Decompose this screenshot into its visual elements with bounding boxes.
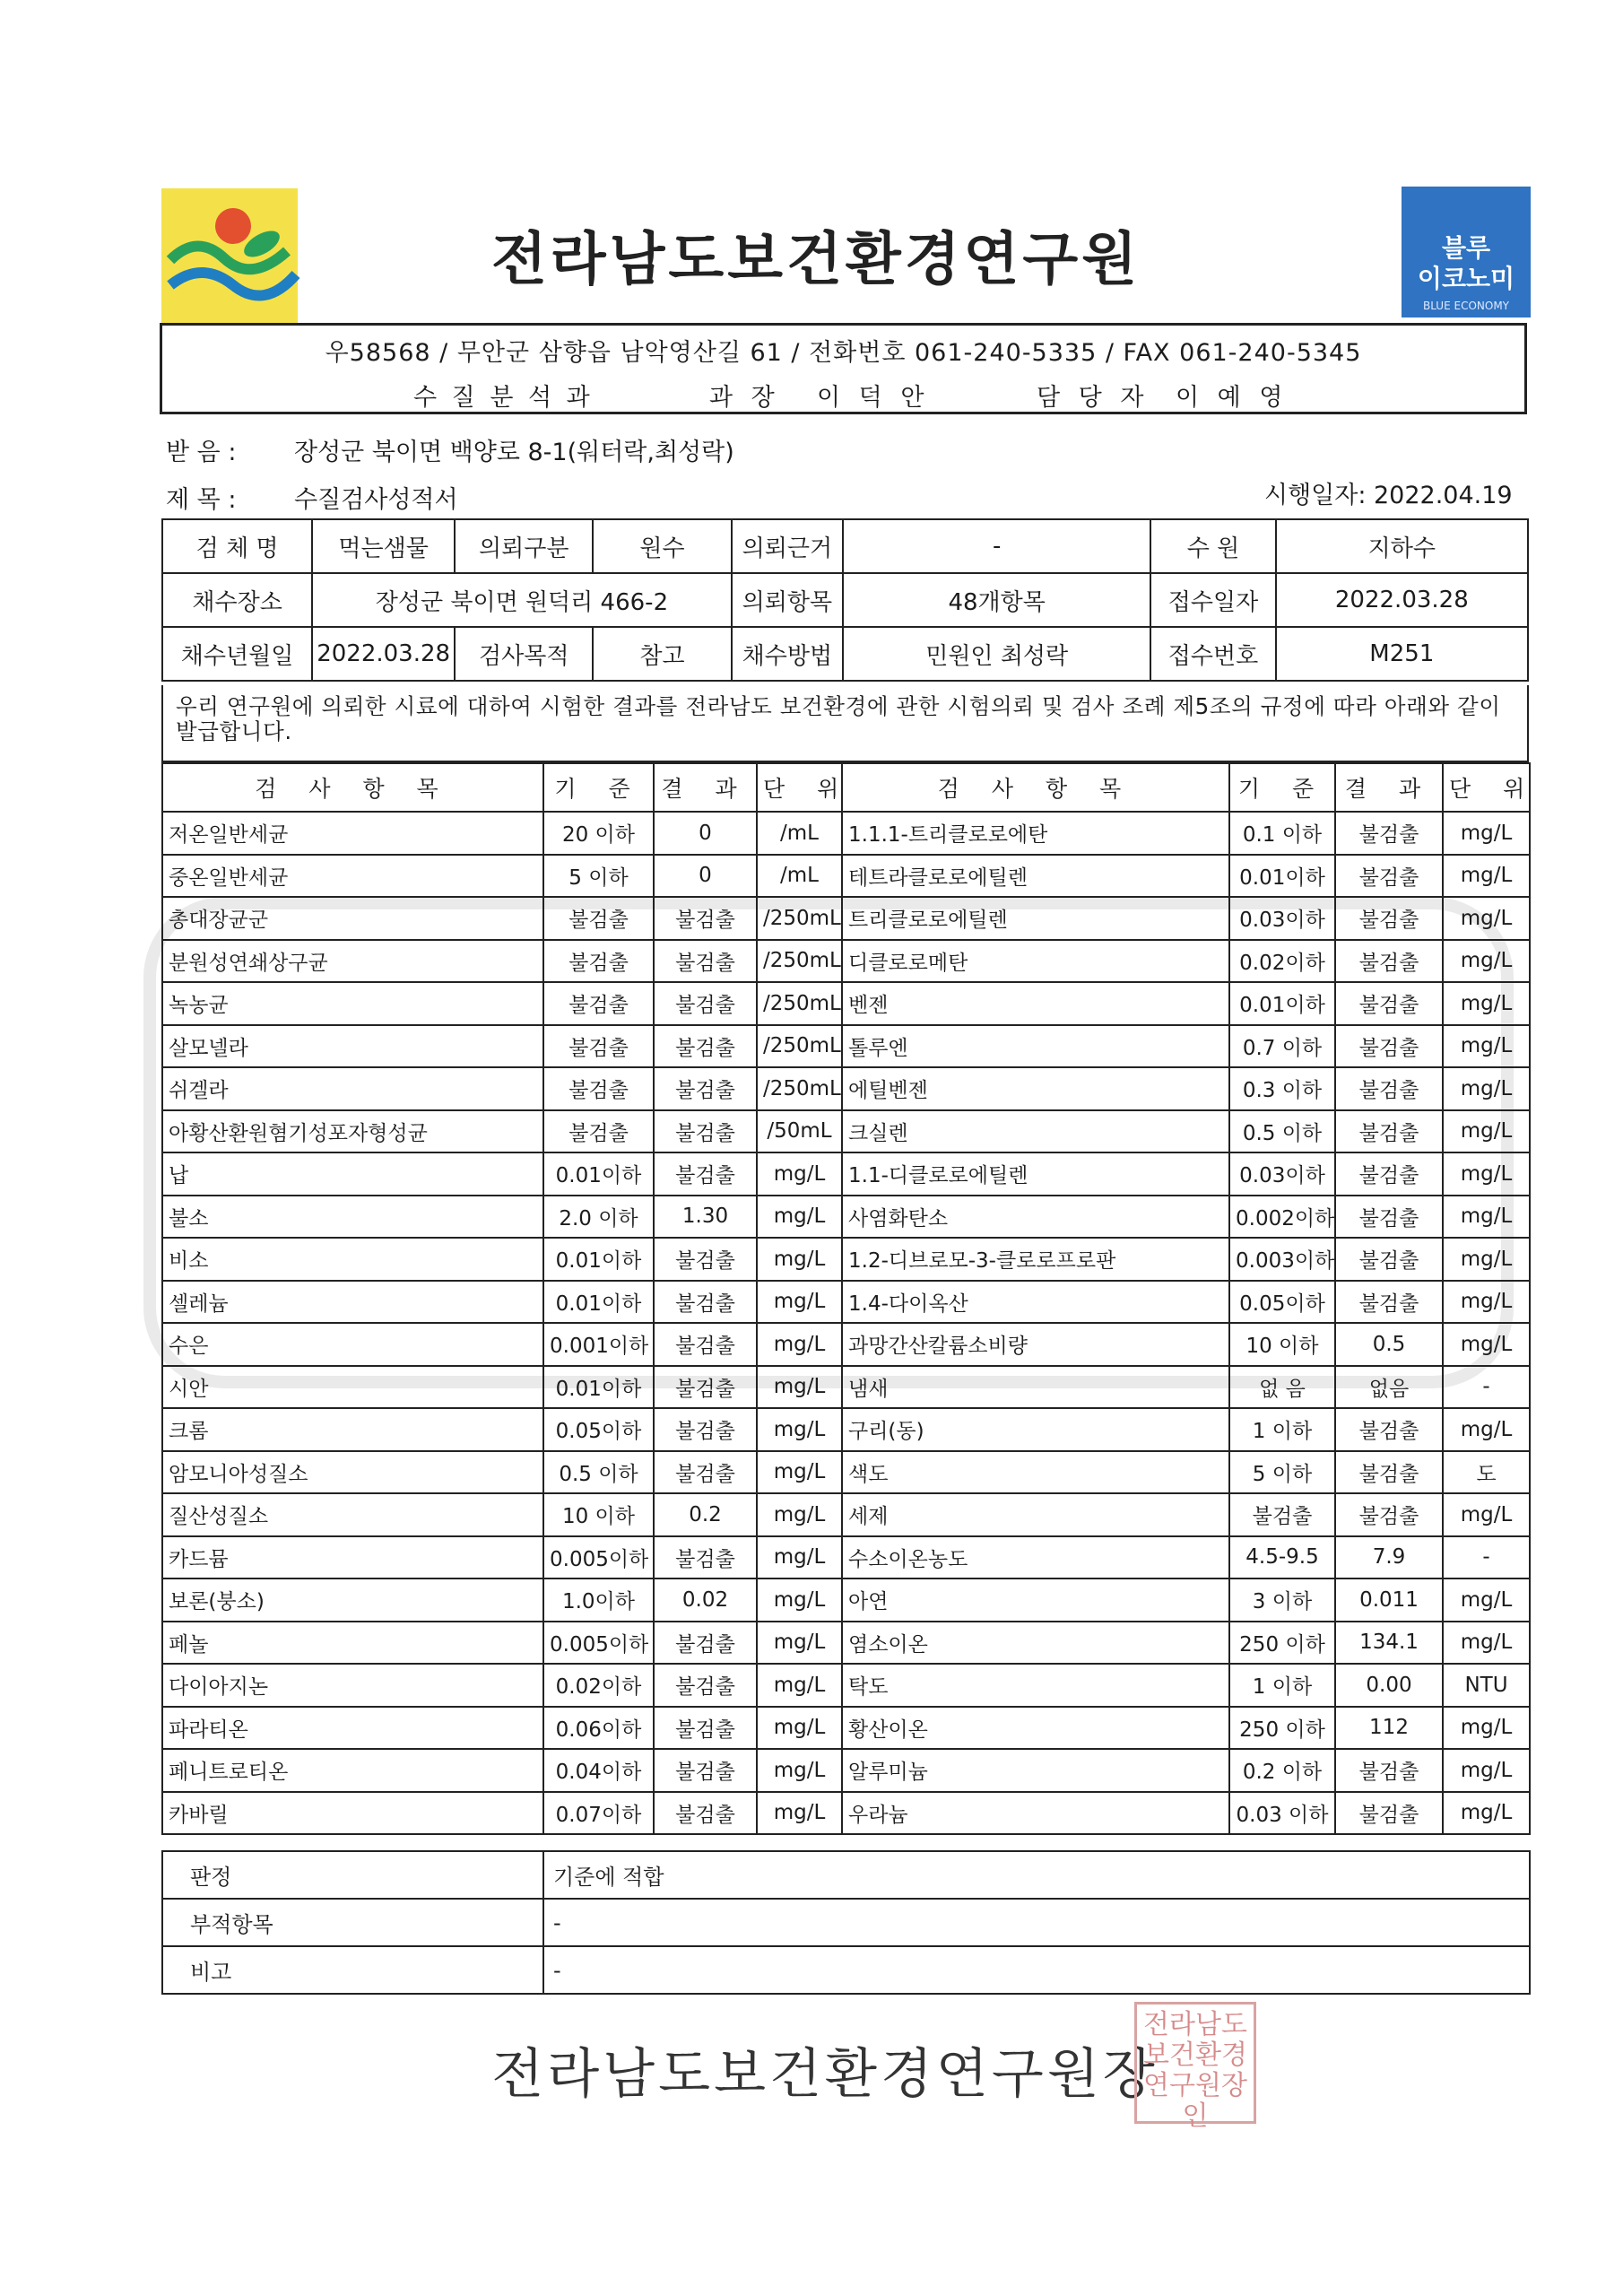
test-item-cell: 에틸벤젠: [842, 1067, 1229, 1110]
staff-name: 이 예 영: [1176, 384, 1289, 412]
unit-cell: mg/L: [1443, 855, 1530, 898]
result-cell: 불검출: [654, 1536, 757, 1579]
unit-cell: mg/L: [1443, 1749, 1530, 1792]
info-value: 원수: [593, 519, 731, 573]
test-item-cell: 질산성질소: [162, 1493, 543, 1536]
unit-cell: mg/L: [757, 1749, 842, 1792]
remark-value: -: [543, 1946, 1530, 1994]
director-signature: 전라남도보건환경연구원장: [491, 2043, 1159, 2106]
info-label: 채수년월일: [162, 627, 312, 681]
dept-name: 수 질 분 석 과: [413, 384, 594, 412]
table-row: [162, 1493, 1530, 1536]
test-item-cell: 1.1-디클로로에틸렌: [842, 1152, 1229, 1196]
standard-cell: 10 이하: [1229, 1323, 1335, 1366]
results-header-cell: 기 준: [1229, 763, 1335, 812]
table-row: [162, 1366, 1530, 1409]
test-item-cell: 크실렌: [842, 1110, 1229, 1153]
unit-cell: /mL: [757, 812, 842, 855]
table-row: [162, 1451, 1530, 1494]
results-header-cell: 결 과: [654, 763, 757, 812]
test-item-cell: 톨루엔: [842, 1025, 1229, 1068]
unit-cell: mg/L: [1443, 1238, 1530, 1281]
result-cell: 불검출: [1335, 1408, 1443, 1451]
results-header-cell: 단 위: [1443, 763, 1530, 812]
standard-cell: 0.01이하: [543, 1366, 654, 1409]
standard-cell: 0.02이하: [543, 1664, 654, 1707]
test-item-cell: 1.4-다이옥산: [842, 1281, 1229, 1324]
info-label: 의뢰근거: [732, 519, 843, 573]
standard-cell: 0.03이하: [1229, 1152, 1335, 1196]
standard-cell: 0.05이하: [1229, 1281, 1335, 1324]
standard-cell: 0.2 이하: [1229, 1749, 1335, 1792]
unit-cell: /250mL: [757, 1067, 842, 1110]
judge-label: 판정: [162, 1851, 543, 1899]
result-cell: 불검출: [654, 1323, 757, 1366]
test-item-cell: 구리(동): [842, 1408, 1229, 1451]
standard-cell: 불검출: [543, 982, 654, 1025]
info-label: 의뢰항목: [732, 573, 843, 627]
results-header-row: [162, 763, 1530, 812]
subject: 수질검사성적서: [294, 486, 458, 514]
standard-cell: 0.1 이하: [1229, 812, 1335, 855]
test-item-cell: 카바릴: [162, 1792, 543, 1835]
unit-cell: /250mL: [757, 897, 842, 940]
standard-cell: 불검출: [1229, 1493, 1335, 1536]
table-row: [162, 1281, 1530, 1324]
test-item-cell: 냄새: [842, 1366, 1229, 1409]
table-row: [162, 940, 1530, 983]
result-cell: 불검출: [654, 1281, 757, 1324]
info-value: M251: [1276, 627, 1528, 681]
info-value: 참고: [593, 627, 731, 681]
standard-cell: 3 이하: [1229, 1578, 1335, 1622]
info-label: 채수방법: [732, 627, 843, 681]
test-item-cell: 과망간산칼륨소비량: [842, 1323, 1229, 1366]
standard-cell: 0.01이하: [543, 1152, 654, 1196]
info-label: 검 체 명: [162, 519, 312, 573]
test-item-cell: 테트라클로로에틸렌: [842, 855, 1229, 898]
test-item-cell: 트리클로로에틸렌: [842, 897, 1229, 940]
info-label: 의뢰구분: [455, 519, 593, 573]
table-row: [162, 1536, 1530, 1579]
table-row: [162, 812, 1530, 855]
standard-cell: 10 이하: [543, 1493, 654, 1536]
result-cell: 불검출: [654, 1238, 757, 1281]
official-seal-text: 전라남도 보건환경 연구원장인: [1143, 2009, 1247, 2132]
unit-cell: mg/L: [757, 1408, 842, 1451]
standard-cell: 0.05이하: [543, 1408, 654, 1451]
standard-cell: 없 음: [1229, 1366, 1335, 1409]
judge-value: 기준에 적합: [543, 1851, 1530, 1899]
standard-cell: 0.003이하: [1229, 1238, 1335, 1281]
test-date: 시행일자: 2022.04.19: [1264, 482, 1513, 509]
unit-cell: mg/L: [757, 1792, 842, 1835]
contact-line: 우58568 / 무안군 삼향읍 남악영산길 61 / 전화번호 061-240-5335 / FAX 061-240-5345: [325, 339, 1362, 367]
unit-cell: mg/L: [757, 1238, 842, 1281]
table-row: [162, 1025, 1530, 1068]
test-item-cell: 암모니아성질소: [162, 1451, 543, 1494]
recipient-label: 받 음 :: [166, 439, 237, 466]
test-item-cell: 분원성연쇄상구균: [162, 940, 543, 983]
chief-name: 이 덕 안: [817, 384, 930, 412]
standard-cell: 250 이하: [1229, 1622, 1335, 1665]
test-item-cell: 탁도: [842, 1664, 1229, 1707]
unit-cell: mg/L: [1443, 1323, 1530, 1366]
info-value: 지하수: [1276, 519, 1528, 573]
info-value: 먹는샘물: [312, 519, 455, 573]
standard-cell: 1.0이하: [543, 1578, 654, 1622]
unit-cell: mg/L: [1443, 1025, 1530, 1068]
unit-cell: mg/L: [1443, 1578, 1530, 1622]
test-item-cell: 수은: [162, 1323, 543, 1366]
standard-cell: 불검출: [543, 897, 654, 940]
unit-cell: NTU: [1443, 1664, 1530, 1707]
test-item-cell: 불소: [162, 1196, 543, 1239]
subject-label: 제 목 :: [166, 486, 237, 514]
unit-cell: /250mL: [757, 940, 842, 983]
unit-cell: mg/L: [1443, 897, 1530, 940]
org-title: 전라남도보건환경연구원: [490, 226, 1141, 293]
table-row: [162, 1323, 1530, 1366]
unit-cell: -: [1443, 1366, 1530, 1409]
standard-cell: 불검출: [543, 1110, 654, 1153]
unit-cell: mg/L: [757, 1451, 842, 1494]
result-cell: 불검출: [654, 940, 757, 983]
standard-cell: 0.3 이하: [1229, 1067, 1335, 1110]
result-cell: 불검출: [1335, 1238, 1443, 1281]
unit-cell: mg/L: [757, 1664, 842, 1707]
standard-cell: 0.07이하: [543, 1792, 654, 1835]
result-cell: 불검출: [1335, 897, 1443, 940]
table-row: [162, 982, 1530, 1025]
result-cell: 불검출: [1335, 1196, 1443, 1239]
unit-cell: 도: [1443, 1451, 1530, 1494]
standard-cell: 0.02이하: [1229, 940, 1335, 983]
results-header-cell: 검 사 항 목: [842, 763, 1229, 812]
judgement-table: [161, 1850, 1531, 1995]
test-item-cell: 디클로로메탄: [842, 940, 1229, 983]
unit-cell: mg/L: [1443, 1281, 1530, 1324]
info-value: 민원인 최성락: [843, 627, 1150, 681]
result-cell: 0.00: [1335, 1664, 1443, 1707]
org-logo: [161, 188, 298, 323]
standard-cell: 20 이하: [543, 812, 654, 855]
standard-cell: 0.01이하: [543, 1238, 654, 1281]
test-item-cell: 카드뮴: [162, 1536, 543, 1579]
result-cell: 불검출: [1335, 1493, 1443, 1536]
standard-cell: 5 이하: [1229, 1451, 1335, 1494]
result-cell: 불검출: [1335, 1025, 1443, 1068]
test-item-cell: 페놀: [162, 1622, 543, 1665]
result-cell: 불검출: [1335, 1792, 1443, 1835]
unit-cell: mg/L: [1443, 1707, 1530, 1750]
results-header-cell: 검 사 항 목: [162, 763, 543, 812]
result-cell: 불검출: [1335, 1152, 1443, 1196]
unit-cell: mg/L: [1443, 1622, 1530, 1665]
sample-info-table: [161, 518, 1529, 682]
table-row: [162, 1578, 1530, 1622]
test-item-cell: 사염화탄소: [842, 1196, 1229, 1239]
standard-cell: 0.01이하: [1229, 855, 1335, 898]
result-cell: 1.30: [654, 1196, 757, 1239]
result-cell: 없음: [1335, 1366, 1443, 1409]
test-item-cell: 총대장균군: [162, 897, 543, 940]
test-item-cell: 살모넬라: [162, 1025, 543, 1068]
unit-cell: mg/L: [757, 1152, 842, 1196]
test-item-cell: 벤젠: [842, 982, 1229, 1025]
standard-cell: 0.001이하: [543, 1323, 654, 1366]
judge-row: [162, 1851, 1530, 1899]
result-cell: 0.5: [1335, 1323, 1443, 1366]
test-item-cell: 세제: [842, 1493, 1229, 1536]
standard-cell: 5 이하: [543, 855, 654, 898]
unit-cell: mg/L: [757, 1707, 842, 1750]
results-header-cell: 기 준: [543, 763, 654, 812]
standard-cell: 불검출: [543, 1025, 654, 1068]
nonconform-value: -: [543, 1899, 1530, 1946]
unit-cell: mg/L: [1443, 1408, 1530, 1451]
standard-cell: 0.005이하: [543, 1622, 654, 1665]
table-row: [162, 1152, 1530, 1196]
chief-label: 과 장: [709, 384, 780, 412]
standard-cell: 0.002이하: [1229, 1196, 1335, 1239]
recipient: 장성군 북이면 백양로 8-1(워터락,최성락): [294, 439, 734, 466]
test-item-cell: 황산이온: [842, 1707, 1229, 1750]
info-label: 검사목적: [455, 627, 593, 681]
standard-cell: 0.03 이하: [1229, 1792, 1335, 1835]
table-row: [162, 1067, 1530, 1110]
unit-cell: mg/L: [757, 1493, 842, 1536]
unit-cell: mg/L: [1443, 982, 1530, 1025]
unit-cell: mg/L: [757, 1366, 842, 1409]
table-row: [162, 1792, 1530, 1835]
contact-box: [160, 323, 1527, 414]
unit-cell: mg/L: [1443, 1196, 1530, 1239]
unit-cell: mg/L: [1443, 1110, 1530, 1153]
test-item-cell: 녹농균: [162, 982, 543, 1025]
standard-cell: 0.005이하: [543, 1536, 654, 1579]
info-value: 2022.03.28: [1276, 573, 1528, 627]
standard-cell: 1 이하: [1229, 1408, 1335, 1451]
info-label: 채수장소: [162, 573, 312, 627]
unit-cell: mg/L: [757, 1622, 842, 1665]
result-cell: 불검출: [654, 897, 757, 940]
test-item-cell: 저온일반세균: [162, 812, 543, 855]
table-row: [162, 1196, 1530, 1239]
table-row: [162, 1749, 1530, 1792]
results-header-cell: 단 위: [757, 763, 842, 812]
unit-cell: /50mL: [757, 1110, 842, 1153]
unit-cell: /250mL: [757, 1025, 842, 1068]
standard-cell: 0.06이하: [543, 1707, 654, 1750]
result-cell: 0.02: [654, 1578, 757, 1622]
table-row: [162, 1408, 1530, 1451]
standard-cell: 0.7 이하: [1229, 1025, 1335, 1068]
result-cell: 불검출: [654, 1025, 757, 1068]
blue-economy-logo: [1402, 187, 1531, 317]
info-value: -: [843, 519, 1150, 573]
test-item-cell: 염소이온: [842, 1622, 1229, 1665]
table-row: [162, 855, 1530, 898]
info-value: 장성군 북이면 원덕리 466-2: [312, 573, 731, 627]
test-item-cell: 수소이온농도: [842, 1536, 1229, 1579]
standard-cell: 0.04이하: [543, 1749, 654, 1792]
unit-cell: mg/L: [1443, 940, 1530, 983]
result-cell: 불검출: [654, 982, 757, 1025]
table-row: [162, 1238, 1530, 1281]
result-cell: 불검출: [1335, 940, 1443, 983]
unit-cell: mg/L: [1443, 1067, 1530, 1110]
result-cell: 불검출: [654, 1664, 757, 1707]
test-item-cell: 보론(붕소): [162, 1578, 543, 1622]
result-cell: 불검출: [1335, 1110, 1443, 1153]
table-row: [162, 1622, 1530, 1665]
issuance-notice: 우리 연구원에 의뢰한 시료에 대하여 시험한 결과를 전라남도 보건환경에 관한 시험의뢰 및 검사 조례 제5조의 규정에 따라 아래와 같이 발급합니다.: [161, 685, 1529, 762]
test-item-cell: 색도: [842, 1451, 1229, 1494]
test-item-cell: 쉬겔라: [162, 1067, 543, 1110]
result-cell: 불검출: [654, 1749, 757, 1792]
result-cell: 0.2: [654, 1493, 757, 1536]
test-item-cell: 우라늄: [842, 1792, 1229, 1835]
result-cell: 불검출: [1335, 855, 1443, 898]
test-item-cell: 비소: [162, 1238, 543, 1281]
standard-cell: 0.5 이하: [543, 1451, 654, 1494]
blue-economy-logo-sub: BLUE ECONOMY: [1422, 300, 1509, 312]
test-item-cell: 아연: [842, 1578, 1229, 1622]
result-cell: 불검출: [1335, 812, 1443, 855]
info-label: 접수번호: [1150, 627, 1275, 681]
result-cell: 불검출: [654, 1451, 757, 1494]
test-item-cell: 1.2-디브로모-3-클로로프로판: [842, 1238, 1229, 1281]
test-item-cell: 알루미늄: [842, 1749, 1229, 1792]
unit-cell: mg/L: [757, 1323, 842, 1366]
standard-cell: 0.01이하: [543, 1281, 654, 1324]
result-cell: 0: [654, 812, 757, 855]
table-row: [162, 1707, 1530, 1750]
test-item-cell: 아황산환원혐기성포자형성균: [162, 1110, 543, 1153]
info-row: [162, 573, 1528, 627]
result-cell: 불검출: [1335, 1749, 1443, 1792]
result-cell: 불검출: [654, 1622, 757, 1665]
unit-cell: /mL: [757, 855, 842, 898]
unit-cell: /250mL: [757, 982, 842, 1025]
result-cell: 불검출: [654, 1152, 757, 1196]
standard-cell: 0.5 이하: [1229, 1110, 1335, 1153]
result-cell: 불검출: [1335, 1067, 1443, 1110]
unit-cell: mg/L: [757, 1281, 842, 1324]
remark-label: 비고: [162, 1946, 543, 1994]
result-cell: 134.1: [1335, 1622, 1443, 1665]
test-item-cell: 다이아지논: [162, 1664, 543, 1707]
standard-cell: 0.03이하: [1229, 897, 1335, 940]
result-cell: 불검출: [654, 1366, 757, 1409]
result-cell: 불검출: [1335, 982, 1443, 1025]
blue-economy-logo-text: 블루 이코노미: [1417, 233, 1515, 293]
unit-cell: mg/L: [1443, 1792, 1530, 1835]
standard-cell: 4.5-9.5: [1229, 1536, 1335, 1579]
result-cell: 불검출: [1335, 1451, 1443, 1494]
test-item-cell: 크롬: [162, 1408, 543, 1451]
standard-cell: 250 이하: [1229, 1707, 1335, 1750]
result-cell: 불검출: [654, 1707, 757, 1750]
table-row: [162, 1110, 1530, 1153]
table-row: [162, 1664, 1530, 1707]
test-item-cell: 납: [162, 1152, 543, 1196]
result-cell: 불검출: [654, 1408, 757, 1451]
nonconform-row: [162, 1899, 1530, 1946]
nonconform-label: 부적항목: [162, 1899, 543, 1946]
unit-cell: mg/L: [757, 1196, 842, 1239]
info-value: 48개항목: [843, 573, 1150, 627]
standard-cell: 2.0 이하: [543, 1196, 654, 1239]
result-cell: 112: [1335, 1707, 1443, 1750]
table-row: [162, 897, 1530, 940]
unit-cell: mg/L: [757, 1536, 842, 1579]
results-header-cell: 결 과: [1335, 763, 1443, 812]
unit-cell: mg/L: [1443, 1493, 1530, 1536]
test-item-cell: 페니트로티온: [162, 1749, 543, 1792]
results-table: [161, 762, 1538, 1835]
official-seal: [1134, 2002, 1256, 2132]
result-cell: 불검출: [654, 1792, 757, 1835]
unit-cell: -: [1443, 1536, 1530, 1579]
info-value: 2022.03.28: [312, 627, 455, 681]
result-cell: 불검출: [1335, 1281, 1443, 1324]
unit-cell: mg/L: [757, 1578, 842, 1622]
result-cell: 7.9: [1335, 1536, 1443, 1579]
result-cell: 불검출: [654, 1110, 757, 1153]
result-cell: 0: [654, 855, 757, 898]
test-item-cell: 1.1.1-트리클로로에탄: [842, 812, 1229, 855]
remark-row: [162, 1946, 1530, 1994]
test-item-cell: 시안: [162, 1366, 543, 1409]
test-item-cell: 셀레늄: [162, 1281, 543, 1324]
standard-cell: 1 이하: [1229, 1664, 1335, 1707]
result-cell: 0.011: [1335, 1578, 1443, 1622]
unit-cell: mg/L: [1443, 1152, 1530, 1196]
info-row: [162, 519, 1528, 573]
standard-cell: 불검출: [543, 1067, 654, 1110]
info-label: 접수일자: [1150, 573, 1275, 627]
standard-cell: 불검출: [543, 940, 654, 983]
result-cell: 불검출: [654, 1067, 757, 1110]
test-item-cell: 중온일반세균: [162, 855, 543, 898]
staff-label: 담 당 자: [1037, 384, 1150, 412]
test-item-cell: 파라티온: [162, 1707, 543, 1750]
unit-cell: mg/L: [1443, 812, 1530, 855]
info-label: 수 원: [1150, 519, 1275, 573]
info-row: [162, 627, 1528, 681]
standard-cell: 0.01이하: [1229, 982, 1335, 1025]
